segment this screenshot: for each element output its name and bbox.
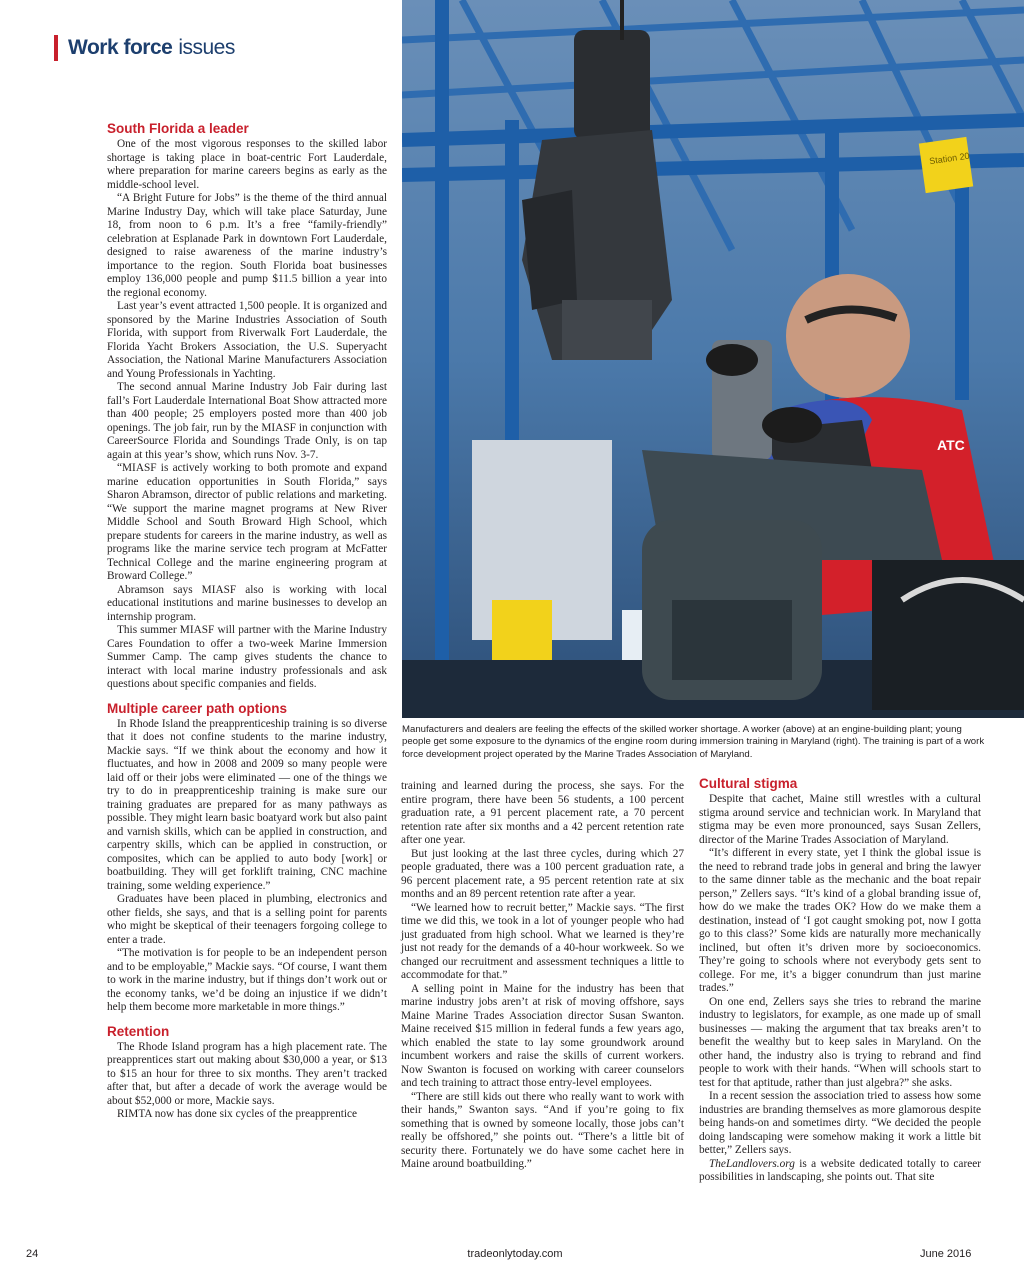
paragraph: “It’s different in every state, yet I think the global issue is the need to rebrand trade jobs in general and bring the lawyer to the same dinner table as the mechanic and the boat repair person,” Zellers says. “It’s kind of a global branding issue of, how do we make the trades OK? How do we make them a destination, instead of ‘I got caught smoking pot, now I gotta go to this class?’ Some kids are naturally more mechanically inclined, but often it’s driven more by socioeconomics. They’re going to schools where not everybody gets sent to college. For me, it’s a bigger conundrum than just marine trades.” [699,847,981,994]
subhead-cultural-stigma: Cultural stigma [699,776,798,791]
subhead-south-florida: South Florida a leader [107,121,249,136]
paragraph: One of the most vigorous responses to the skilled labor shortage is taking place in boat-centric Fort Lauderdale, where preparation for marine careers begins as early as the middle-school level. [107,138,387,191]
shirt-logo: ATC [937,437,965,453]
page-number: 24 [26,1248,39,1260]
paragraph: RIMTA now has done six cycles of the preapprentice [117,1108,358,1120]
paragraph: Last year’s event attracted 1,500 people. It is organized and sponsored by the Marine Industries Association of South Florida, with support from Riverwalk Fort Lauderdale, the Florida Yacht Brokers Association, the U.S. Superyacht Association, the National Marine Manufacturers Association and Young Professionals in Yachting. [107,300,387,380]
subhead-career-paths: Multiple career path options [107,700,288,716]
engine-plant-illustration [402,0,1024,718]
photo-caption: Manufacturers and dealers are feeling the effects of the skilled worker shortage. A worker (above) at an engine-building plant; young people get some exposure to the dynamics of the engine room during immersion training in Maryland (right). The training is part of a work force development project operated by the Marine Trades Association of Maryland. [402,724,985,760]
section-header [54,34,235,62]
paragraph: In Rhode Island the preapprenticeship training is so diverse that it does not confine students to the marine industry, Mackie says. “If we think about the economy and how it fluctuates, and how in 2008 and 2009 so many people were laid off or their jobs were eliminated — one of the things we try to do in preapprenticeship training is make sure our training graduates are prepared for as many pathways as possible. They might learn basic boatyard work but also paint and varnish skills, which can be applied in construction, and carpentry skills, which can be applied in construction, or composites, which can be applied to auto body [work] or boatbuilding. They will get forklift training, CNC machine training, some welding experience.” [107,717,387,892]
paragraph: “We learned how to recruit better,” Mackie says. “The first time we did this, we took in a lot of younger people who had just graduated from high school. What we learned is they’re just not ready for the demands of a 40-hour workweek. So we changed our recruitment and assessment techniques a little to accommodate for that.” [401,901,684,981]
subhead-retention: Retention [107,1023,170,1039]
paragraph: training and learned during the process, she says. For the entire program, there have been 56 students, a 100 percent graduation rate, a 91 percent placement rate, a 70 percent retention rate after six months and a 42 percent retention rate after one year. [401,780,684,846]
paragraph: But just looking at the last three cycles, during which 27 people graduated, there was a 100 percent graduation rate, a 96 percent placement rate, a 95 percent retention rate at six months and an 89 percent retention rate after a year. [401,847,684,900]
column-2 [401,780,684,1172]
column-1 [107,121,387,1122]
paragraph: In a recent session the association tried to assess how some industries are branding themselves as more glamorous despite being hands-on and sometimes dirty. “We decided the people doing landscaping were somehow making it work a little bit better,” Zellers says. [699,1090,981,1156]
paragraph: Abramson says MIASF also is working with local educational institutions and marine businesses to develop an internship program. [107,583,387,623]
paragraph: “The motivation is for people to be an independent person and to be employable,” Mackie says. “Of course, I want them to work in the marine industry, but if things don’t work out or the economy tanks, we’d be doing an injustice if we didn’t help them become more marketable in more things.” [107,947,387,1013]
footer-website: tradeonlytoday.com [467,1248,563,1260]
footer-date: June 2016 [920,1248,972,1260]
paragraph: A selling point in Maine for the industry has been that marine industry jobs aren’t at risk of moving offshore, says Maine Marine Trades Association director Susan Swanton. Maine received $15 million in federal funds a few years ago, which enabled the state to lay some groundwork around incumbent workers and raise the skills of current workers. Now Swanton is focused on working with career counselors and tech training to attract those entry-level employees. [401,982,684,1089]
header-subtitle: issues [178,36,235,59]
paragraph: Graduates have been placed in plumbing, electronics and other fields, she says, and that is a selling point for parents who might be skeptical of their teenagers forgoing college to enter a trade. [107,893,387,946]
station-sign: Station 20 [928,150,971,167]
factory-photo [402,0,1024,718]
paragraph: On one end, Zellers says she tries to rebrand the marine industry to legislators, for example, as one made up of small businesses — making the argument that tax breaks aren’t to benefit the wealthy but to keep sales in Maryland. On the other hand, the industry also is trying to rebrand and find people to work with their hands. “When will schools start to test for that aptitude, rather than just algebra?” she asks. [699,995,981,1089]
paragraph: “There are still kids out there who really want to work with their hands,” Swanton says. “And if you’re going to fix something that is owned by someone locally, those jobs can’t really be offshored,” she points out. “There’s a little bit of security there. Fortunately we do have some cachet here in Maine around boatbuilding.” [401,1090,684,1170]
header-accent-bar [54,35,58,61]
paragraph: The Rhode Island program has a high placement rate. The preapprentices start out making about $30,000 a year, or $13 to $15 an hour for three to six months. They aren’t tracked after that, but after a decade of work the average would be about $52,000 or more, Mackie says. [107,1040,387,1107]
column-3 [699,776,981,1185]
paragraph: “MIASF is actively working to both promote and expand marine education opportunities in South Florida,” says Sharon Abramson, director of public relations and marketing. “We support the marine magnet programs at New River Middle School and South Broward High School, which prepare students for careers in the marine industry, as well as programs like the marine service tech program at McFatter Technical College and the marine engineering program at Broward College.” [107,462,387,582]
paragraph: The second annual Marine Industry Job Fair during last fall’s Fort Lauderdale International Boat Show attracted more than 400 people; 25 employers posted more than 400 job openings. The job fair, run by the MIASF in conjunction with CareerSource Florida and Soundings Trade Only, is on tap again at this year’s show, which runs Nov. 3-7. [107,381,387,461]
paragraph [699,1158,981,1185]
website-name: TheLandlovers.org [709,1157,795,1170]
paragraph: Despite that cachet, Maine still wrestles with a cultural stigma around service and technician work. In Maryland that stigma may be even more pronounced, says Susan Zellers, director of the Marine Trades Association of Maryland. [699,793,981,846]
paragraph-text: is a website dedicated totally to career possibilities in landscaping, she points out. That site [699,1157,981,1183]
paragraph: This summer MIASF will partner with the Marine Industry Cares Foundation to offer a two-week Marine Immersion Summer Camp. The camp gives students the chance to interact with local marine industry professionals and ask questions about specific companies and fields. [107,624,387,690]
header-title: Work force [68,36,173,59]
paragraph: “A Bright Future for Jobs” is the theme of the third annual Marine Industry Day, which will take place Saturday, June 18, from noon to 6 p.m. It’s a free “family-friendly” celebration at Esplanade Park in downtown Fort Lauderdale, designed to raise awareness of the marine industry’s importance to the region. South Florida boat businesses employ 136,000 people and pump $11.5 billion a year into the regional economy. [107,192,387,299]
